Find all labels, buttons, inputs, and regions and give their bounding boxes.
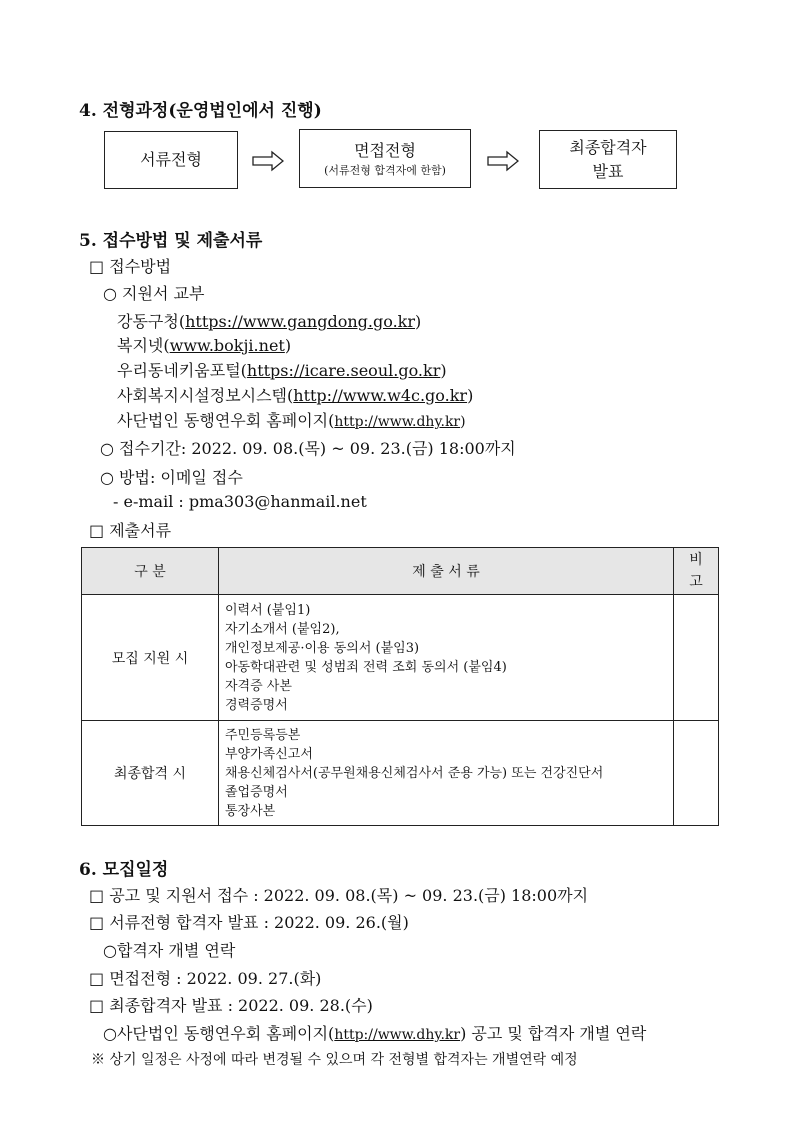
schedule-line-application: □ 공고 및 지원서 접수 : 2022. 09. 08.(목) ~ 09. 23.(금) 18:00까지 (89, 886, 589, 905)
arrow-right-icon (487, 150, 519, 172)
step-label-line2: 발표 (592, 161, 624, 181)
header-category: 구 분 (82, 548, 219, 595)
schedule-final-note: ○사단법인 동행연우회 홈페이지(http://www.dhy.kr) 공고 및 합격자 개별 연락 (103, 1024, 647, 1043)
header-documents: 제 출 서 류 (219, 548, 674, 595)
link-icare[interactable]: https://icare.seoul.go.kr (246, 361, 441, 380)
site-dhy: 사단법인 동행연우회 홈페이지(http://www.dhy.kr) (117, 411, 466, 430)
schedule-remark: ※ 상기 일정은 사정에 따라 변경될 수 있으며 각 전형별 합격자는 개별연락 예정 (91, 1052, 578, 1068)
step-box-interview (299, 129, 471, 188)
list-item: 통장사본 (225, 803, 276, 819)
step-box-final-announcement (539, 130, 677, 189)
list-item: 졸업증명서 (225, 784, 288, 800)
schedule-line-document-result: □ 서류전형 합격자 발표 : 2022. 09. 26.(월) (89, 913, 409, 932)
step-label: 면접전형 (354, 140, 416, 160)
row-items (219, 721, 674, 826)
list-item: 주민등록등본 (225, 727, 301, 743)
list-item: 부양가족신고서 (225, 746, 313, 762)
list-item: 채용신체검사서(공무원채용신체검사서 준용 가능) 또는 건강진단서 (225, 765, 604, 781)
row-category: 최종합격 시 (82, 721, 219, 826)
schedule-line-final: □ 최종합격자 발표 : 2022. 09. 28.(수) (89, 996, 373, 1015)
row-items (219, 595, 674, 721)
step-label: 최종합격자 (569, 137, 647, 157)
arrow-right-icon (252, 150, 284, 172)
site-w4c: 사회복지시설정보시스템(http://www.w4c.go.kr) (117, 386, 474, 405)
site-icare: 우리동네키움포털(https://icare.seoul.go.kr) (117, 361, 447, 380)
table-header-row (82, 548, 719, 595)
table-row (82, 595, 719, 721)
list-item: 이력서 (붙임1) (225, 602, 311, 618)
documents-table (81, 547, 719, 826)
list-item: 자기소개서 (붙임2), (225, 621, 340, 637)
link-gangdong[interactable]: https://www.gangdong.go.kr (185, 312, 415, 331)
link-dhy-homepage[interactable]: http://www.dhy.kr (334, 1027, 461, 1043)
list-item: 아동학대관련 및 성범죄 전력 조회 동의서 (붙임4) (225, 659, 507, 675)
row-remarks (674, 721, 719, 826)
header-remarks: 비 고 (674, 548, 719, 595)
section4-title: 4. 전형과정(운영법인에서 진행) (79, 101, 322, 121)
list-item: 개인정보제공·이용 동의서 (붙임3) (225, 640, 420, 656)
list-item: 경력증명서 (225, 697, 288, 713)
method-heading: □ 접수방법 (89, 257, 172, 276)
table-row (82, 721, 719, 826)
email-line: - e-mail : pma303@hanmail.net (113, 492, 367, 511)
step-sublabel: (서류전형 합격자에 한함) (324, 163, 446, 177)
application-period: ○ 접수기간: 2022. 09. 08.(목) ~ 09. 23.(금) 18:00까지 (100, 439, 516, 458)
list-item: 자격증 사본 (225, 678, 292, 694)
link-dhy[interactable]: http://www.dhy.kr (334, 414, 461, 430)
section6-title: 6. 모집일정 (79, 860, 169, 880)
site-gangdong: 강동구청(https://www.gangdong.go.kr) (117, 312, 422, 331)
link-w4c[interactable]: http://www.w4c.go.kr (293, 386, 468, 405)
section5-title: 5. 접수방법 및 제출서류 (79, 231, 263, 251)
schedule-line-contact: ○합격자 개별 연락 (103, 941, 236, 960)
schedule-line-interview: □ 면접전형 : 2022. 09. 27.(화) (89, 969, 322, 988)
step-label: 서류전형 (140, 150, 202, 169)
distribution-heading: ○ 지원서 교부 (103, 284, 205, 303)
row-category: 모집 지원 시 (82, 595, 219, 721)
link-bokji[interactable]: www.bokji.net (169, 336, 285, 355)
step-box-document-screening (104, 131, 238, 189)
docs-heading: □ 제출서류 (89, 521, 172, 540)
row-remarks (674, 595, 719, 721)
site-bokji: 복지넷(www.bokji.net) (117, 336, 292, 355)
application-method: ○ 방법: 이메일 접수 (100, 468, 243, 487)
